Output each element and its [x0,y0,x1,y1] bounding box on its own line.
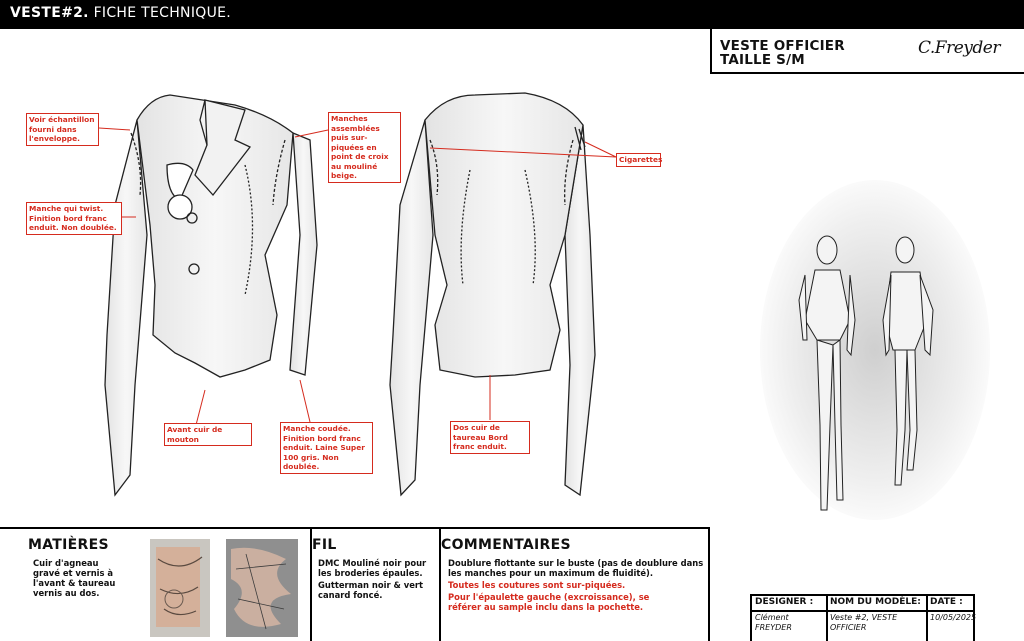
designer-value: Clément FREYDER [755,613,792,632]
swatch-lamb-leather [150,539,210,637]
fashion-illustration [755,180,995,530]
comments-heading: COMMENTAIRES [441,537,571,553]
comments-line-3: Pour l'épaulette gauche (excroissance), se référer au sample inclu dans la pochette. [448,592,650,612]
swatch-bull-leather [226,539,298,637]
comments-line-1: Doublure flottante sur le buste (pas de doublure dans les manches pour un maximum de fluidité). [448,558,704,578]
date-label: DATE : [930,597,963,607]
note-front: Avant cuir de mouton [164,423,252,446]
info-table [750,594,975,641]
bottom-panel [0,527,710,641]
note-back: Dos cuir de taureau Bord franc enduit. [450,421,530,454]
thread-line-1: DMC Mouliné noir pour les broderies épaules. [318,558,427,578]
brand-logo: C.Freyder [918,38,1000,58]
title-block [710,29,1024,74]
model-label: NOM DU MODÈLE: [830,597,921,607]
comments-line-2: Toutes les coutures sont sur-piquées. [448,580,626,590]
sheet-code: VESTE#2. [10,5,89,21]
sheet-subtitle: FICHE TECHNIQUE. [93,5,232,21]
note-sleeve-elbow: Manche coudée. Finition bord franc enduit. Laine Super 100 gris. Non doublée. [280,422,373,474]
designer-label: DESIGNER : [755,597,814,607]
note-sample: Voir échantillon fourni dans l'enveloppe. [26,113,99,146]
note-sleeve-twist: Manche qui twist. Finition bord franc enduit. Non doublée. [26,202,122,235]
materials-heading: MATIÈRES [28,537,109,553]
date-value: 10/05/2025 [930,613,977,622]
note-sleeves-assembled: Manches assemblées puis sur-piquées en point de croix au mouliné beige. [328,112,401,183]
model-size: TAILLE S/M [720,52,805,68]
note-cigarettes: Cigarettes [616,153,661,167]
model-value: Veste #2, VESTE OFFICIER [830,613,898,632]
thread-heading: FIL [312,537,337,553]
model-title: VESTE OFFICIER [720,38,845,54]
thread-line-2: Gutterman noir & vert canard foncé. [318,580,424,600]
materials-text: Cuir d'agneau gravé et vernis à l'avant & taureau vernis au dos. [33,558,116,598]
